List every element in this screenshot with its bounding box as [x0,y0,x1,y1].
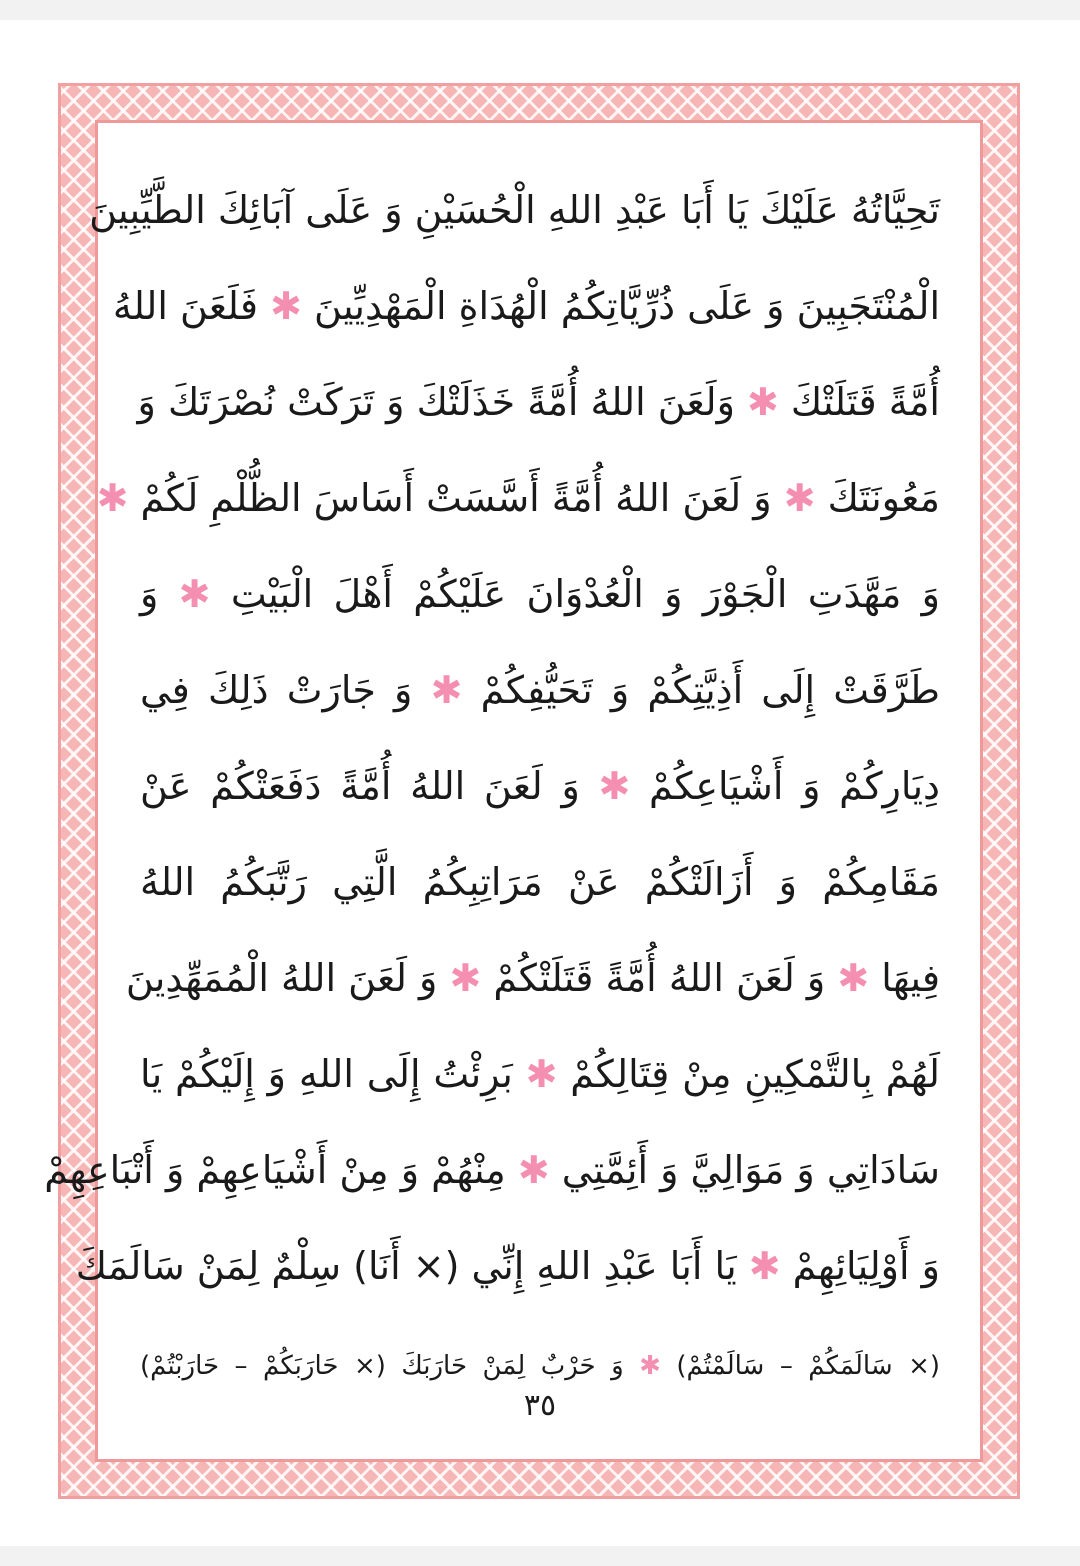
text-line-13-variants: (× سَالَمَكُمْ – سَالَمْتُمْ) ✱ وَ حَرْبٌ لِمَنْ حَارَبَكَ (× حَارَبَكُمْ – حَارَبْتُمْ) [140,1351,941,1381]
page-number: ٣٥ [523,1388,557,1423]
text-line-5: وَ مَهَّدَتِ الْجَوْرَ وَ الْعُدْوَانَ عَلَيْكُمْ أَهْلَ الْبَيْتِ ✱ وَ [140,572,940,616]
text-line-9: فِيهَا ✱ وَ لَعَنَ اللهُ أُمَّةً قَتَلَتْكُمْ ✱ وَ لَعَنَ اللهُ الْمُمَهِّدِينَ [125,956,940,1000]
text-line-10: لَهُمْ بِالتَّمْكِينِ مِنْ قِتَالِكُمْ ✱ بَرِئْتُ إِلَى اللهِ وَ إِلَيْكُمْ يَا [140,1052,941,1096]
text-line-3: أُمَّةً قَتَلَتْكَ ✱ وَلَعَنَ اللهُ أُمَّةً خَذَلَتْكَ وَ تَرَكَتْ نُصْرَتَكَ وَ [137,380,940,424]
star-separator-icon: ✱ [449,956,482,1000]
star-separator-icon: ✱ [747,380,779,424]
star-separator-icon: ✱ [517,1148,550,1192]
text-line-2: الْمُنْتَجَبِينَ وَ عَلَى ذُرِّيَّاتِكُمُ الْهُدَاةِ الْمَهْدِيِّينَ ✱ فَلَعَنَ اللهُ [112,284,940,328]
star-separator-icon: ✱ [837,956,870,1000]
text-line-12: وَ أَوْلِيَائِهِمْ ✱ يَا أَبَا عَبْدِ اللهِ إِنِّي (× أَنَا) سِلْمٌ لِمَنْ سَالَمَكَ [75,1244,940,1288]
star-separator-icon: ✱ [748,1244,781,1288]
bottom-margin-bar [0,1546,1080,1566]
star-separator-icon: ✱ [96,476,129,520]
text-line-11: سَادَاتِي وَ مَوَالِيَّ وَ أَئِمَّتِي ✱ مِنْهُمْ وَ مِنْ أَشْيَاعِهِمْ وَ أَتْبَاعِهِمْ [44,1148,940,1192]
text-line-7: دِيَارِكُمْ وَ أَشْيَاعِكُمْ ✱ وَ لَعَنَ اللهُ أُمَّةً دَفَعَتْكُمْ عَنْ [140,764,940,808]
text-line-1: تَحِيَّاتُهُ عَلَيْكَ يَا أَبَا عَبْدِ اللهِ الْحُسَيْنِ وَ عَلَى آبَائِكَ الطَّيِّبِينَ [89,188,940,232]
star-separator-icon: ✱ [783,476,816,520]
star-separator-icon: ✱ [270,284,302,328]
star-separator-icon: ✱ [430,668,463,712]
star-separator-icon: ✱ [598,764,631,808]
star-separator-icon: ✱ [525,1052,558,1096]
top-margin-bar [0,0,1080,20]
text-line-4: مَعُونَتَكَ ✱ وَ لَعَنَ اللهُ أُمَّةً أَسَّسَتْ أَسَاسَ الظُّلْمِ لَكُمْ ✱ [96,476,940,520]
star-separator-icon: ✱ [178,572,211,616]
text-line-8: مَقَامِكُمْ وَ أَزَالَتْكُمْ عَنْ مَرَاتِبِكُمُ الَّتِي رَتَّبَكُمُ اللهُ [140,860,940,904]
prayer-text-block [44,170,941,1396]
star-separator-icon: ✱ [639,1351,661,1381]
text-line-6: طَرَّقَتْ إِلَى أَذِيَّتِكُمْ وَ تَحَيُّفِكُمْ ✱ وَ جَارَتْ ذَلِكَ فِي [140,668,940,712]
